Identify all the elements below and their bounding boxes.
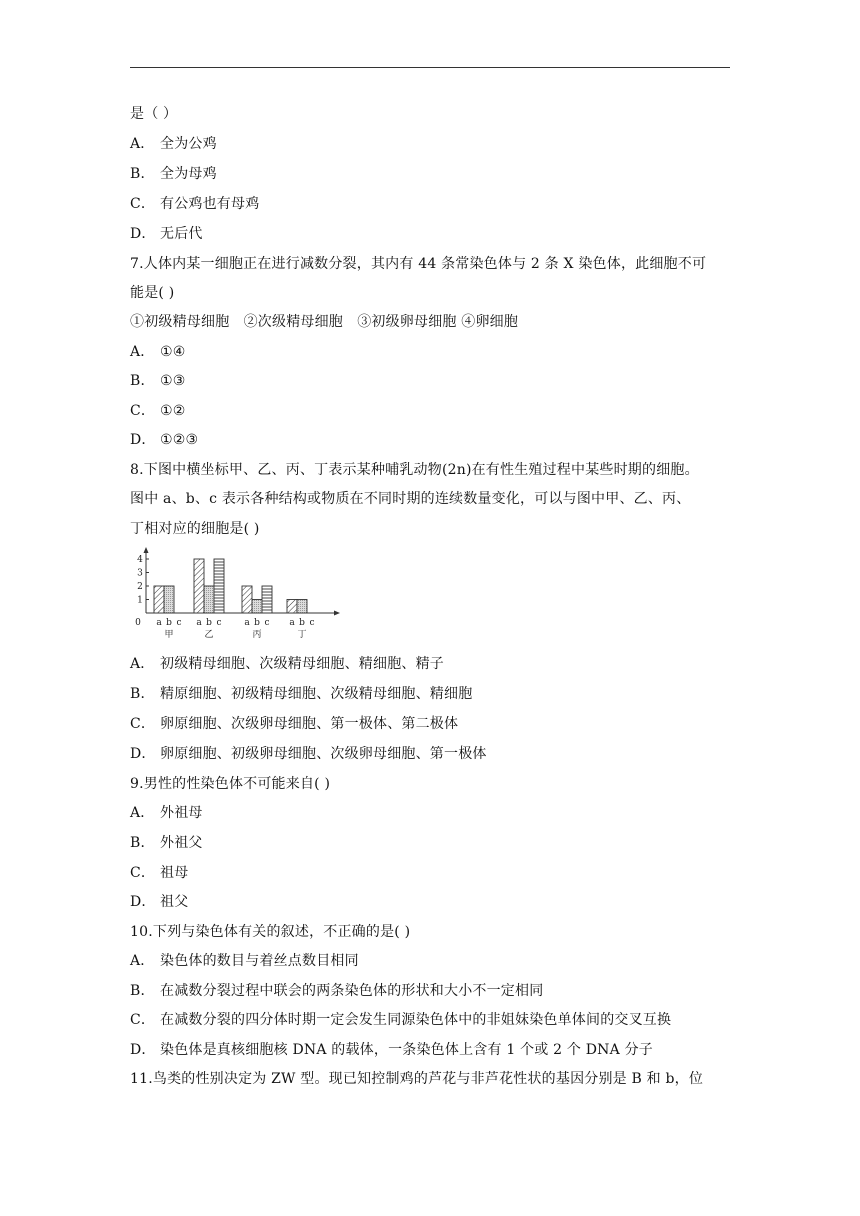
option-letter: D． <box>130 226 156 242</box>
option-line <box>130 224 203 244</box>
text-line <box>130 774 330 794</box>
bar-a-丁 <box>287 600 297 614</box>
option-line <box>130 1040 653 1060</box>
bar-b-甲 <box>164 586 174 613</box>
category-label: 乙 <box>204 630 214 640</box>
option-letter: D． <box>130 432 156 448</box>
option-line <box>130 803 203 823</box>
category-label: 丙 <box>252 630 262 640</box>
y-tick-label: 0 <box>135 618 141 628</box>
option-letter: D． <box>130 746 156 762</box>
text-line <box>130 104 177 124</box>
bar-label: a <box>196 618 202 628</box>
option-letter: C． <box>130 865 156 881</box>
bar-c-丙 <box>262 586 272 613</box>
line-text: 染色体的数目与着丝点数目相同 <box>160 953 359 969</box>
line-text: ①③ <box>160 373 186 389</box>
bar-label: c <box>216 618 222 628</box>
option-line <box>130 892 188 912</box>
y-tick-label: 2 <box>137 582 143 592</box>
option-letter: D． <box>130 1042 156 1058</box>
option-line <box>130 951 359 971</box>
option-letter: C． <box>130 196 156 212</box>
bar-label: c <box>176 618 182 628</box>
line-text: 能是( ) <box>130 285 175 301</box>
bar-a-丙 <box>242 586 252 613</box>
bar-b-丙 <box>252 600 262 614</box>
option-letter: A． <box>130 136 155 152</box>
text-line <box>130 460 699 480</box>
option-line <box>130 164 217 184</box>
option-line <box>130 863 188 883</box>
bar-label: b <box>166 618 172 628</box>
line-text: 在减数分裂的四分体时期一定会发生同源染色体中的非姐妹染色单体间的交叉互换 <box>160 1012 672 1028</box>
bar-b-丁 <box>297 600 307 614</box>
option-letter: D． <box>130 894 156 910</box>
bar-chart <box>128 546 342 642</box>
option-line <box>130 833 203 853</box>
line-text: 初级精母细胞、次级精母细胞、精细胞、精子 <box>160 656 444 672</box>
option-letter: A． <box>130 805 155 821</box>
option-letter: B． <box>130 686 155 702</box>
option-letter: A． <box>130 656 155 672</box>
line-text: ①②③ <box>160 432 199 448</box>
category-label: 丁 <box>297 630 307 640</box>
option-letter: C． <box>130 403 156 419</box>
option-line <box>130 134 217 154</box>
bar-b-乙 <box>204 586 214 613</box>
line-text: 无后代 <box>160 226 203 242</box>
y-tick-label: 1 <box>137 595 143 606</box>
option-line <box>130 654 444 674</box>
line-text: 全为母鸡 <box>160 166 217 182</box>
line-text: 8.下图中横坐标甲、乙、丙、丁表示某种哺乳动物(2n)在有性生殖过程中某些时期的细胞。 <box>130 462 699 478</box>
line-text: 在减数分裂过程中联会的两条染色体的形状和大小不一定相同 <box>160 983 544 999</box>
header-rule <box>130 67 730 68</box>
bar-label: a <box>289 618 295 628</box>
line-text: 外祖母 <box>160 805 203 821</box>
bar-a-甲 <box>154 586 164 613</box>
line-text: 卵原细胞、初级卵母细胞、次级卵母细胞、第一极体 <box>160 746 487 762</box>
option-letter: B． <box>130 983 155 999</box>
y-tick-label: 4 <box>137 555 143 565</box>
line-text: ①④ <box>160 344 186 360</box>
line-text: 7.人体内某一细胞正在进行减数分裂，其内有 44 条常染色体与 2 条 X 染色体，此细胞不可 <box>130 256 707 272</box>
option-line <box>130 714 458 734</box>
text-line <box>130 519 260 539</box>
text-line <box>130 1069 703 1089</box>
line-text: 10.下列与染色体有关的叙述，不正确的是( ) <box>130 924 411 940</box>
option-line <box>130 744 487 764</box>
bar-label: c <box>264 618 270 628</box>
option-line <box>130 1010 671 1030</box>
line-text: 9.男性的性染色体不可能来自( ) <box>130 776 331 792</box>
option-letter: C． <box>130 1012 156 1028</box>
line-text: ①② <box>160 403 186 419</box>
text-line <box>130 312 518 332</box>
bar-a-乙 <box>194 559 204 613</box>
line-text: 丁相对应的细胞是( ) <box>130 521 260 537</box>
line-text: 图中 a、b、c 表示各种结构或物质在不同时期的连续数量变化，可以与图中甲、乙、丙、 <box>130 491 691 507</box>
y-tick-label: 3 <box>137 568 143 579</box>
line-text: 外祖父 <box>160 835 203 851</box>
text-line <box>130 283 174 303</box>
line-text: 是（ ） <box>130 106 178 122</box>
option-letter: C． <box>130 716 156 732</box>
option-line <box>130 371 186 391</box>
option-line <box>130 684 472 704</box>
text-line <box>130 922 410 942</box>
option-letter: B． <box>130 373 155 389</box>
line-text: 祖父 <box>160 894 189 910</box>
line-text: 卵原细胞、次级卵母细胞、第一极体、第二极体 <box>160 716 459 732</box>
x-axis-arrow <box>334 611 340 616</box>
line-text: 染色体是真核细胞核 DNA 的载体，一条染色体上含有 1 个或 2 个 DNA 分子 <box>160 1042 653 1058</box>
option-letter: A． <box>130 953 155 969</box>
text-line <box>130 254 706 274</box>
line-text: 祖母 <box>160 865 189 881</box>
bar-label: b <box>299 618 305 628</box>
line-text: 11.鸟类的性别决定为 ZW 型。现已知控制鸡的芦花与非芦花性状的基因分别是 B 和 b，位 <box>130 1071 704 1087</box>
option-line <box>130 342 186 362</box>
option-line <box>130 194 259 214</box>
bar-label: b <box>254 618 260 628</box>
line-text: 精原细胞、初级精母细胞、次级精母细胞、精细胞 <box>160 686 473 702</box>
option-line <box>130 981 543 1001</box>
option-line <box>130 430 198 450</box>
bar-label: b <box>206 618 212 628</box>
y-axis-arrow <box>144 547 149 553</box>
category-label: 甲 <box>164 630 174 640</box>
option-line <box>130 401 186 421</box>
bar-label: c <box>309 618 315 628</box>
line-text: 全为公鸡 <box>160 136 217 152</box>
bar-label: a <box>244 618 250 628</box>
text-line <box>130 489 690 509</box>
option-letter: A． <box>130 344 155 360</box>
option-letter: B． <box>130 166 155 182</box>
line-text: ①初级精母细胞 ②次级精母细胞 ③初级卵母细胞 ④卵细胞 <box>130 314 519 330</box>
bar-label: a <box>156 618 162 628</box>
line-text: 有公鸡也有母鸡 <box>160 196 260 212</box>
bar-c-乙 <box>214 559 224 613</box>
option-letter: B． <box>130 835 155 851</box>
